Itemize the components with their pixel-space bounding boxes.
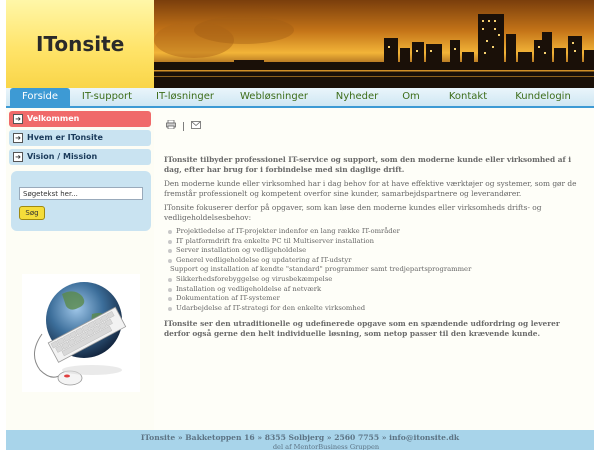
email-icon[interactable]	[191, 121, 201, 132]
nav-item-kundelogin[interactable]: Kundelogin	[515, 91, 571, 102]
tool-separator: |	[181, 121, 185, 132]
sidebar-item-label: Velkommen	[27, 114, 80, 123]
closing-paragraph: ITonsite ser den utraditionelle og udefinerede opgave som en spændende udfordring og leverer derfor også gerne den helt individuelle løsning, som netop passer til den krævende kunde.	[164, 319, 560, 339]
nav-item-kontakt[interactable]: Kontakt	[448, 91, 488, 102]
main-content	[154, 108, 594, 430]
list-item: Projektledelse af IT-projekter indenfor en lang række IT-områder	[164, 227, 586, 237]
services-list	[164, 227, 586, 313]
footer	[6, 430, 594, 450]
site-logo[interactable]: ITonsite	[36, 32, 125, 56]
list-item: Server installation og vedligeholdelse	[164, 246, 586, 256]
sidebar-item-vision-mission[interactable]	[9, 149, 151, 165]
list-item: Udarbejdelse af IT-strategi for den enkelte virksomhed	[164, 304, 586, 314]
sidebar-item-label: Vision / Mission	[27, 152, 98, 161]
list-item: Support og installation af kendte "standard" programmer samt tredjepartsprogrammer	[170, 265, 472, 274]
footer-contact: ITonsite » Bakketoppen 16 » 8355 Solbjerg » 2560 7755 » info@itonsite.dk	[140, 433, 460, 442]
sidebar	[6, 108, 154, 430]
print-icon[interactable]	[166, 120, 176, 132]
sidebar-item-velkommen[interactable]	[9, 111, 151, 127]
nav-item-it-losninger[interactable]: IT-løsninger	[156, 91, 214, 102]
list-item: Dokumentation af IT-systemer	[164, 294, 586, 304]
article-body	[164, 155, 586, 343]
list-item: IT platformdrift fra enkelte PC til Multiserver installation	[164, 237, 586, 247]
logo-area[interactable]	[6, 0, 154, 88]
page-tools	[166, 120, 201, 132]
arrow-right-icon: ➜	[13, 114, 23, 124]
search-panel	[11, 171, 151, 231]
list-item: Sikkerhedsforebyggelse og virusbekæmpelse	[164, 275, 586, 285]
main-nav	[6, 88, 594, 108]
header	[6, 0, 594, 88]
nav-item-it-support[interactable]: IT-support	[81, 91, 133, 102]
city-skyline-icon	[154, 0, 594, 88]
header-skyline-image	[154, 0, 594, 88]
search-input[interactable]	[19, 187, 143, 200]
arrow-right-icon: ➜	[13, 152, 23, 162]
nav-item-weblosninger[interactable]: Webløsninger	[240, 91, 308, 102]
arrow-right-icon: ➜	[13, 133, 23, 143]
sidebar-item-label: Hvem er ITonsite	[27, 133, 103, 142]
paragraph: ITonsite fokuserer derfor på opgaver, som kan løse den moderne kundes eller virksomheds drifts- og vedligeholdelsesbehov:	[164, 203, 542, 222]
footer-group: del af MentorBusiness Gruppen	[272, 443, 380, 450]
globe-keyboard-image	[22, 274, 140, 392]
globe-keyboard-mouse-icon	[22, 274, 140, 392]
nav-item-forside[interactable]: Forside	[10, 88, 70, 106]
nav-item-om[interactable]: Om	[402, 91, 420, 102]
intro-paragraph: ITonsite tilbyder professionel IT-service og support, som den moderne kunde eller virksomhed af i dag, efter har brug for i forbindelse med sin daglige drift.	[164, 155, 572, 174]
list-item: Generel vedligeholdelse og updatering af IT-udstyr	[164, 256, 586, 266]
search-button[interactable]: Søg	[19, 206, 45, 220]
sidebar-item-hvem-er-itonsite[interactable]	[9, 130, 151, 146]
nav-item-nyheder[interactable]: Nyheder	[335, 91, 379, 102]
list-item: Installation og vedligeholdelse af netværk	[164, 285, 586, 295]
paragraph: Den moderne kunde eller virksomhed har i dag behov for at have effektive værktøjer og systemer, som gør de fremstår professionelt og kompetent overfor sine kunder, samarbejdspartnere og leverandører.	[164, 179, 577, 198]
